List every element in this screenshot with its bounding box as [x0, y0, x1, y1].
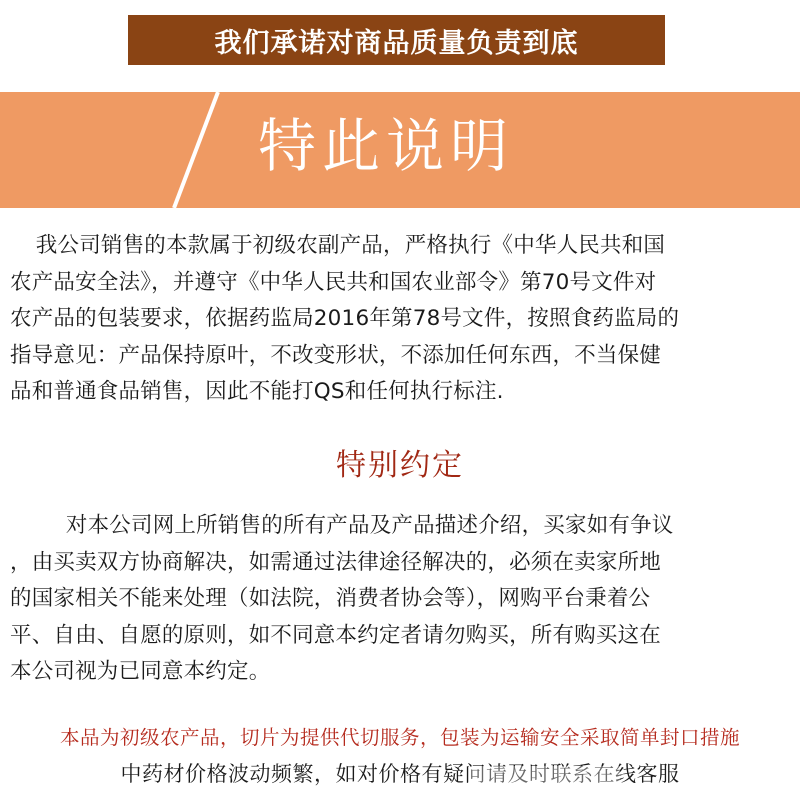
header-title: 特此说明: [258, 112, 515, 180]
special-agreement-title: 特别约定: [336, 448, 464, 483]
header-band: [0, 92, 800, 208]
statement-line: 农产品安全法》，并遵守《中华人民共和国农业部令》第70号文件对: [10, 269, 657, 295]
top-banner: [128, 15, 665, 65]
statement-paragraph: [10, 228, 792, 411]
watermark-overlay: [470, 766, 620, 788]
agreement-line: 的国家相关不能来处理（如法院，消费者协会等），网购平台秉着公: [10, 586, 651, 611]
statement-line: 我公司销售的本款属于初级农副产品，严格执行《中华人民共和国: [35, 233, 666, 258]
agreement-paragraph: [10, 508, 792, 691]
statement-line: 农产品的包装要求，依据药监局2016年第78号文件，按照食药监局的: [10, 306, 680, 331]
packaging-notice: 本品为初级农产品，切片为提供代切服务，包装为运输安全采取简单封口措施: [59, 726, 740, 749]
statement-line: 指导意见：产品保持原叶，不改变形状，不添加任何东西，不当保健: [10, 342, 662, 368]
agreement-line: 本公司视为已同意本约定。: [10, 659, 271, 684]
agreement-line: ，由买卖双方协商解决，如需通过法律途径解决的，必须在卖家所地: [10, 549, 662, 575]
statement-line: 品和普通食品销售，因此不能打QS和任何执行标注.: [10, 379, 504, 404]
agreement-line: 对本公司网上所销售的所有产品及产品描述介绍，买家如有争议: [65, 513, 674, 538]
agreement-line: 平、自由、自愿的原则，如不同意本约定者请勿购买，所有购买这在: [10, 622, 662, 648]
price-notice: 中药材价格波动频繁，如对价格有疑问请及时联系在线客服: [120, 762, 680, 786]
top-banner-text: 我们承诺对商品质量负责到底: [214, 27, 579, 59]
